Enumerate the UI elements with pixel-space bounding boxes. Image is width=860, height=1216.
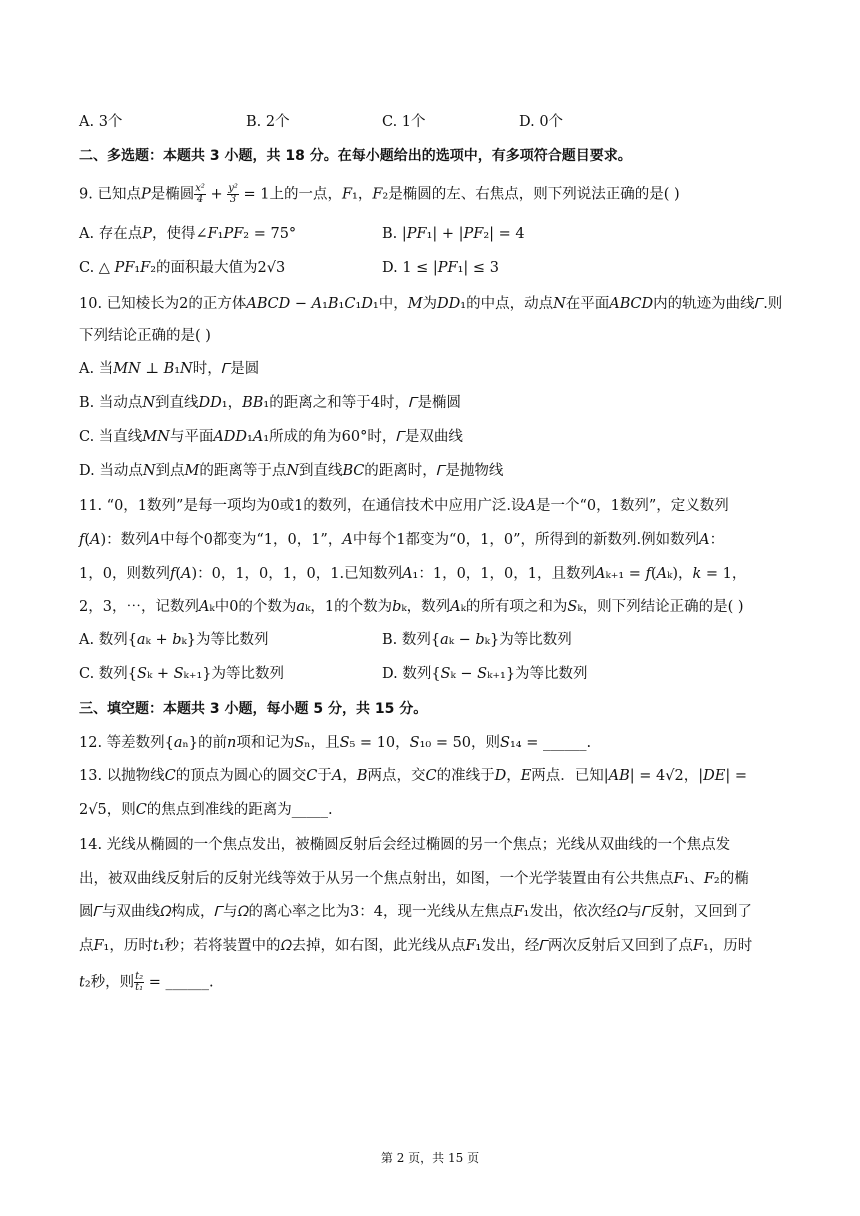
q11-stem-line2: 𝑓(𝐴)：数列𝐴中每个0都变为“1，0，1”，𝐴中每个1都变为“0，1，0”，所得到的新数列.例如数列𝐴：: [79, 532, 725, 548]
q8-option-a: A. 3个: [79, 114, 123, 130]
q9-plus: +: [205, 186, 228, 203]
q14-stem-line3: 圆𝛤与双曲线𝛺构成，𝛤与𝛺的离心率之比为3：4，现一光线从左焦点𝐹₁发出，依次经𝛺与𝛤反射，又回到了: [79, 904, 752, 920]
q9-stem-pre: 9. 已知点𝑃是椭圆: [79, 186, 195, 203]
q9-frac2-num: 𝑦²: [228, 183, 238, 194]
q14-stem-line4: 点𝐹₁，历时𝑡₁秒；若将装置中的𝛺去掉，如右图，此光线从点𝐹₁发出，经𝛤两次反射后又回到了点𝐹₁，历时: [79, 938, 753, 954]
q9-fraction-x: [194, 184, 206, 205]
q9-fraction-y: [227, 184, 239, 205]
q9-option-d: D. 1 ≤ |𝑃𝐹₁| ≤ 3: [382, 260, 499, 276]
q13-stem-line1: 13. 以抛物线𝐶的顶点为圆心的圆交𝐶于𝐴，𝐵两点，交𝐶的准线于𝐷，𝐸两点．已知|𝐴𝐵| = 4√2，|𝐷𝐸| =: [79, 768, 747, 784]
q10-option-a: A. 当𝑀𝑁 ⊥ 𝐵₁𝑁时，𝛤是圆: [79, 361, 260, 377]
q8-option-c: C. 1个: [382, 114, 426, 130]
q9-stem-post: = 1上的一点，𝐹₁，𝐹₂是椭圆的左、右焦点，则下列说法正确的是( ): [238, 186, 680, 203]
section2-header: 二、多选题：本题共 3 小题，共 18 分。在每小题给出的选项中，有多项符合题目要求。: [79, 148, 632, 164]
q10-option-c: C. 当直线𝑀𝑁与平面𝐴𝐷𝐷₁𝐴₁所成的角为60°时，𝛤是双曲线: [79, 429, 463, 445]
q11-stem-line4: 2，3，⋯，记数列𝐴ₖ中0的个数为𝑎ₖ，1的个数为𝑏ₖ，数列𝐴ₖ的所有项之和为𝑆ₖ，则下列结论正确的是( ): [79, 599, 744, 615]
q14-fraction: [134, 972, 144, 993]
q11-option-b: B. 数列{𝑎ₖ − 𝑏ₖ}为等比数列: [382, 632, 572, 648]
section3-header: 三、填空题：本题共 3 小题，每小题 5 分，共 15 分。: [79, 701, 428, 717]
q10-stem-line1: 10. 已知棱长为2的正方体𝐴𝐵𝐶𝐷 − 𝐴₁𝐵₁𝐶₁𝐷₁中，𝑀为𝐷𝐷₁的中点，动点𝑁在平面𝐴𝐵𝐶𝐷内的轨迹为曲线𝛤.则: [79, 296, 783, 312]
q11-stem-line3: 1，0，则数列𝑓(𝐴)：0，1，0，1，0，1.已知数列𝐴₁：1，0，1，0，1，且数列𝐴ₖ₊₁ = 𝑓(𝐴ₖ)，𝑘 = 1，: [79, 566, 747, 582]
q12-stem: 12. 等差数列{𝑎ₙ}的前𝑛项和记为𝑆ₙ，且𝑆₅ = 10，𝑆₁₀ = 50，则𝑆₁₄ = ______.: [79, 735, 592, 751]
q13-stem-line2: 2√5，则𝐶的焦点到准线的距离为_____.: [79, 802, 333, 818]
q14-stem-line5: [79, 972, 214, 993]
q9-option-b: B. |𝑃𝐹₁| + |𝑃𝐹₂| = 4: [382, 226, 525, 242]
q9-option-c: C. △ 𝑃𝐹₁𝐹₂的面积最大值为2√3: [79, 260, 286, 276]
q10-option-d: D. 当动点𝑁到点𝑀的距离等于点𝑁到直线𝐵𝐶的距离时，𝛤是抛物线: [79, 463, 504, 479]
q11-option-c: C. 数列{𝑆ₖ + 𝑆ₖ₊₁}为等比数列: [79, 666, 285, 682]
page-footer: 第 2 页，共 15 页: [380, 1151, 480, 1165]
q11-option-a: A. 数列{𝑎ₖ + 𝑏ₖ}为等比数列: [79, 632, 269, 648]
q11-stem-line1: 11. “0，1数列”是每一项均为0或1的数列，在通信技术中应用广泛.设𝐴是一个“0，1数列”，定义数列: [79, 498, 729, 514]
q9-stem: [79, 184, 680, 205]
q14-frac-den: 𝑡₁: [135, 982, 144, 993]
q9-frac1-num: 𝑥²: [195, 183, 205, 194]
q8-option-b: B. 2个: [246, 114, 290, 130]
q8-option-d: D. 0个: [519, 114, 564, 130]
q14-line5-post: = ______.: [144, 974, 214, 991]
q9-frac2-den: 3: [229, 194, 237, 205]
q9-frac1-den: 4: [196, 194, 204, 205]
q14-frac-num: 𝑡₂: [135, 971, 144, 982]
q14-stem-line1: 14. 光线从椭圆的一个焦点发出，被椭圆反射后会经过椭圆的另一个焦点；光线从双曲线的一个焦点发: [79, 837, 731, 853]
q10-option-b: B. 当动点𝑁到直线𝐷𝐷₁，𝐵𝐵₁的距离之和等于4时，𝛤是椭圆: [79, 395, 462, 411]
q14-stem-line2: 出，被双曲线反射后的反射光线等效于从另一个焦点射出，如图，一个光学装置由有公共焦点𝐹₁、𝐹₂的椭: [79, 871, 749, 887]
q10-stem-line2: 下列结论正确的是( ): [79, 328, 211, 344]
q14-line5-pre: 𝑡₂秒，则: [79, 974, 135, 991]
q9-option-a: A. 存在点𝑃，使得∠𝐹₁𝑃𝐹₂ = 75°: [79, 226, 297, 242]
q11-option-d: D. 数列{𝑆ₖ − 𝑆ₖ₊₁}为等比数列: [382, 666, 588, 682]
